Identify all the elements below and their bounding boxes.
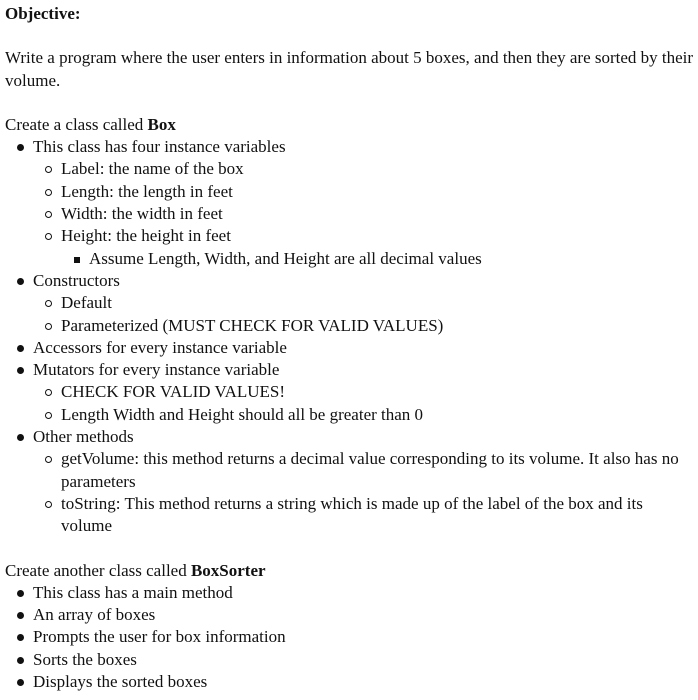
boxsorter-class-name: BoxSorter (190, 560, 266, 580)
list-item-text: Other methods (33, 427, 134, 447)
height-notes-list (61, 248, 694, 270)
list-item-text: This class has four instance variables (33, 137, 286, 157)
other-methods-list (33, 448, 694, 537)
list-item-text: Height: the height in feet (61, 226, 231, 246)
list-item (5, 359, 694, 426)
box-class-name: Box (147, 114, 176, 134)
list-item: Default (33, 292, 694, 314)
list-item: This class has a main method (5, 582, 694, 604)
list-item (5, 426, 694, 537)
list-item: Width: the width in feet (33, 203, 694, 225)
objective-heading: Objective: (5, 4, 81, 23)
list-item: Sorts the boxes (5, 649, 694, 671)
list-item: An array of boxes (5, 604, 694, 626)
boxsorter-class-intro-text: Create another class called (5, 560, 191, 580)
constructors-list (33, 292, 694, 337)
list-item: CHECK FOR VALID VALUES! (33, 381, 694, 403)
list-item (5, 136, 694, 270)
list-item (33, 225, 694, 270)
list-item: Displays the sorted boxes (5, 671, 694, 693)
list-item: Prompts the user for box information (5, 626, 694, 648)
box-class-intro-text: Create a class called (5, 114, 148, 134)
box-class-intro (5, 114, 694, 136)
list-item-text: Mutators for every instance variable (33, 360, 280, 380)
list-item: Length Width and Height should all be greater than 0 (33, 404, 694, 426)
list-item: Label: the name of the box (33, 158, 694, 180)
list-item: getVolume: this method returns a decimal value corresponding to its volume. It also has no parameters (33, 448, 694, 493)
instance-variables-list (33, 158, 694, 269)
boxsorter-class-intro (5, 560, 694, 582)
list-item: Parameterized (MUST CHECK FOR VALID VALUES) (33, 315, 694, 337)
boxsorter-requirements-list (5, 582, 694, 693)
list-item: Accessors for every instance variable (5, 337, 694, 359)
list-item: toString: This method returns a string which is made up of the label of the box and its volume (33, 493, 694, 538)
box-requirements-list (5, 136, 694, 537)
list-item: Assume Length, Width, and Height are all decimal values (61, 248, 694, 270)
list-item: Length: the length in feet (33, 181, 694, 203)
spacer (5, 538, 694, 560)
objective-text: Write a program where the user enters in information about 5 boxes, and then they are sorted by their volume. (5, 48, 694, 90)
list-item (5, 270, 694, 337)
mutators-list (33, 381, 694, 426)
list-item-text: Constructors (33, 270, 120, 290)
